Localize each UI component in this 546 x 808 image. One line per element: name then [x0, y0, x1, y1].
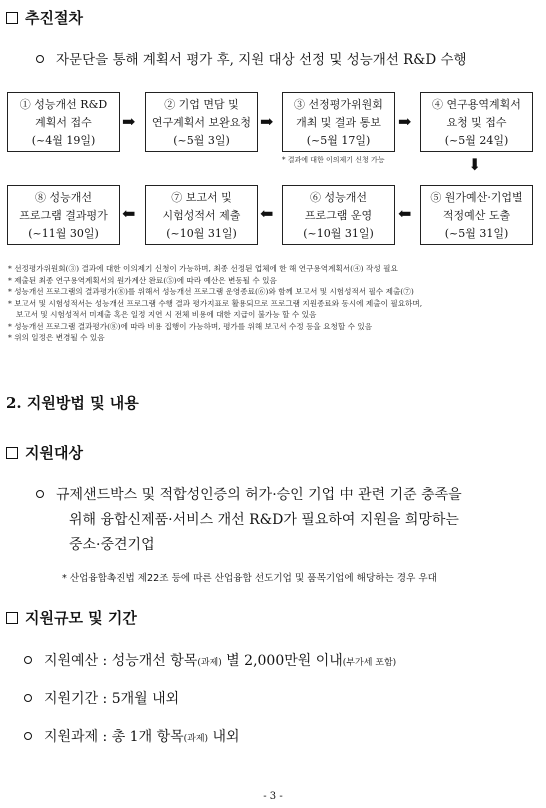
arrow-left-icon: ⬅: [398, 204, 412, 223]
section-heading-target: 지원대상: [6, 442, 83, 463]
target-description: 규제샌드박스 및 적합성인증의 허가·승인 기업 中 관련 기준 충족을 위해 융합신제품·서비스 개선 R&D가 필요하여 지원을 희망하는 중소·중견기업: [36, 483, 541, 558]
note-line: * 제출된 최종 연구용역계획서의 원가계산 완료(⑤)에 따라 예산은 변동될 수 있음: [8, 275, 277, 285]
note-line: * 성능개선 프로그램의 결과평가(⑧)를 위해서 성능개선 프로그램 운영종료(⑥)와 함께 보고서 및 시험성적서 필수 제출(⑦): [8, 287, 414, 296]
circle-bullet-icon: [36, 55, 44, 63]
flow-step-4: ④ 연구용역계획서 요청 및 접수 (~5월 24일): [420, 92, 533, 152]
circle-bullet-icon: [24, 732, 32, 740]
square-icon: [6, 12, 18, 24]
section-heading-method: 2. 지원방법 및 내용: [6, 394, 139, 412]
flow-step-5: ⑤ 원가예산·기업별 적정예산 도출 (~5월 31일): [420, 185, 533, 245]
note-line: * 선정평가위원회(③) 결과에 대한 이의제기 신청이 가능하며, 최종 선정된 업체에 한 해 연구용역계획서(④) 작성 필요: [8, 264, 398, 273]
note-line: 보고서 및 시험성적서 미제출 혹은 일정 지연 시 전체 비용에 대한 지급이 불가능 할 수 있음: [16, 310, 317, 319]
flow-step-2: ② 기업 면담 및 연구계획서 보완요청 (~5월 3일): [145, 92, 258, 152]
step3-note: * 결과에 대한 이의제기 신청 가능: [282, 156, 385, 164]
arrow-left-icon: ⬅: [122, 204, 136, 223]
procedure-summary: 자문단을 통해 계획서 평가 후, 지원 대상 선정 및 성능개선 R&D 수행: [36, 48, 467, 68]
procedure-notes: [8, 263, 422, 344]
flow-step-7: ⑦ 보고서 및 시험성적서 제출 (~10월 31일): [145, 185, 258, 245]
square-icon: [6, 447, 18, 459]
flow-step-1: ① 성능개선 R&D 계획서 접수 (~4월 19일): [7, 92, 120, 152]
note-line: * 위의 일정은 변경될 수 있음: [8, 333, 105, 342]
circle-bullet-icon: [24, 694, 32, 702]
section-heading-scale: 지원규모 및 기간: [6, 607, 137, 628]
arrow-right-icon: ➡: [398, 112, 412, 131]
flow-step-6: ⑥ 성능개선 프로그램 운영 (~10월 31일): [282, 185, 395, 245]
budget-line: 지원예산 : 성능개선 항목(과제) 별 2,000만원 이내(부가세 포함): [24, 650, 396, 670]
circle-bullet-icon: [24, 656, 32, 664]
target-note: * 산업융합촉진법 제22조 등에 따른 산업융합 선도기업 및 품목기업에 해당하는 경우 우대: [62, 573, 437, 584]
section-heading-procedure: 추진절차: [6, 7, 83, 28]
flow-step-3: ③ 선정평가위원회 개최 및 결과 통보 (~5월 17일): [282, 92, 395, 152]
task-line: 지원과제 : 총 1개 항목(과제) 내외: [24, 726, 240, 746]
circle-bullet-icon: [36, 490, 44, 498]
arrow-down-icon: ⬇: [468, 155, 482, 174]
period-line: 지원기간 : 5개월 내외: [24, 688, 179, 708]
page-number: - 3 -: [263, 791, 283, 802]
arrow-right-icon: ➡: [122, 112, 136, 131]
arrow-right-icon: ➡: [260, 112, 274, 131]
note-line: * 성능개선 프로그램 결과평가(⑧)에 따라 비용 집행이 가능하며, 평가를 위해 보고서 수정 등을 요청할 수 있음: [8, 321, 373, 331]
square-icon: [6, 612, 18, 624]
flow-step-8: ⑧ 성능개선 프로그램 결과평가 (~11월 30일): [7, 185, 120, 245]
note-line: * 보고서 및 시험성적서는 성능개선 프로그램 수행 결과 평가지표로 활용되므로 프로그램 지원종료와 동시에 제출이 필요하며,: [8, 298, 423, 308]
arrow-left-icon: ⬅: [260, 204, 274, 223]
